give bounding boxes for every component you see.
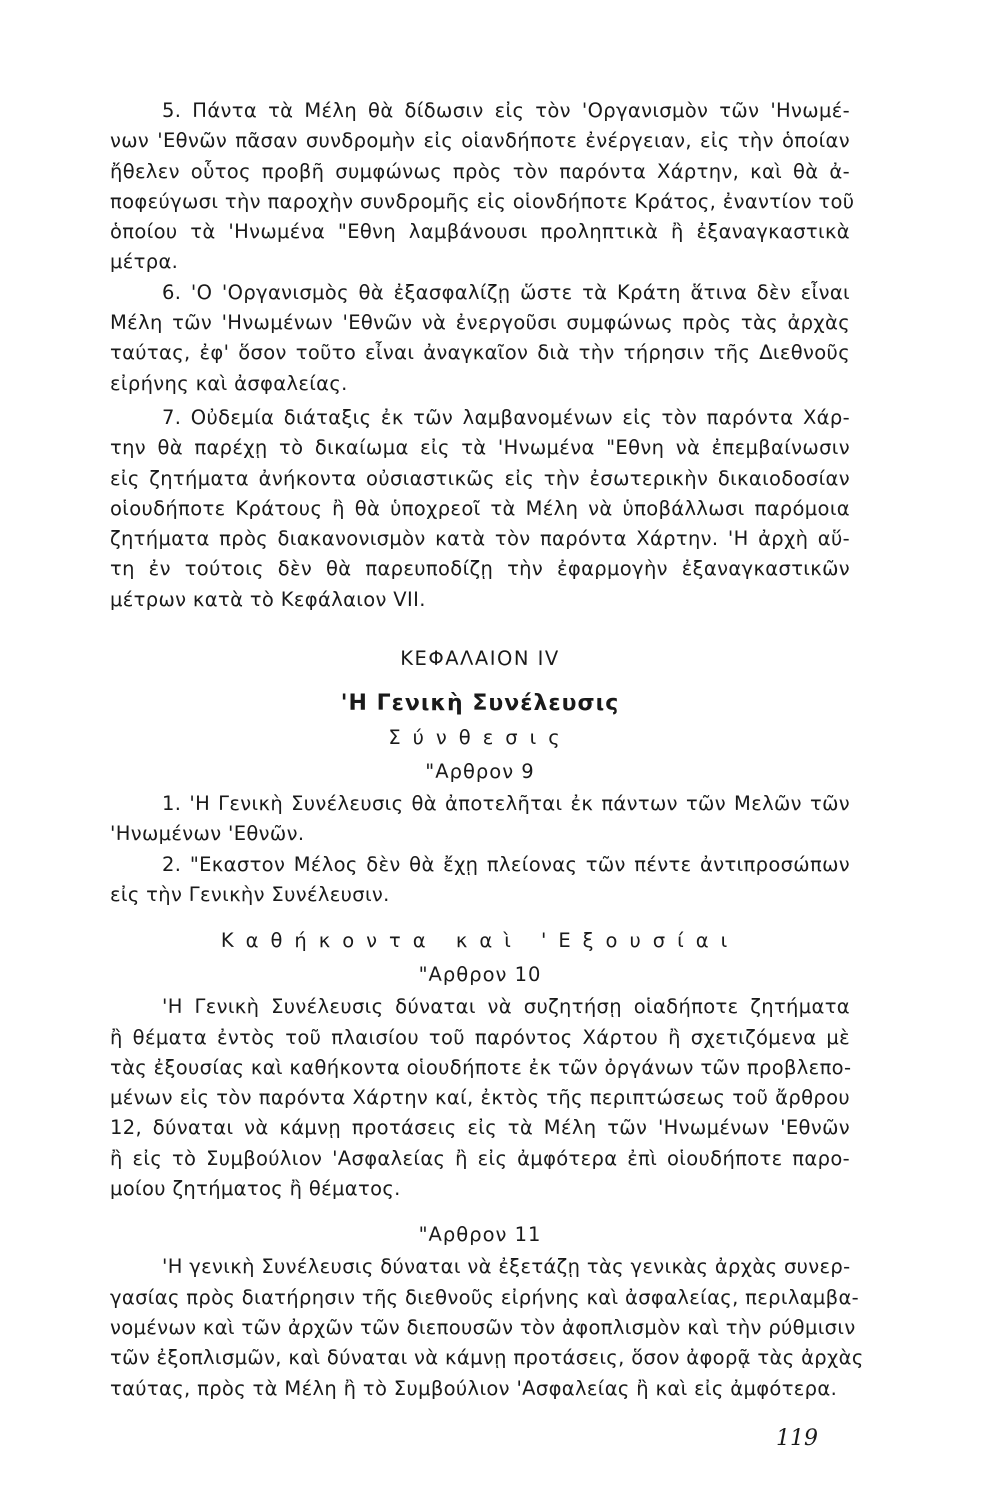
text-line: 6. 'Ο 'Οργανισμὸς θὰ ἐξασφαλίζῃ ὥστε τὰ Κράτη ἅτινα δὲν εἶναι (162, 280, 850, 304)
text-line: μένων εἰς τὸν παρόντα Χάρτην καί, ἐκτὸς τῆς περιπτώσεως τοῦ ἄρθρου (110, 1086, 850, 1110)
text-line: εἰς τὴν Γενικὴν Συνέλευσιν. (110, 882, 390, 906)
paragraph-5 (110, 96, 855, 278)
text-line: Μέλη τῶν 'Ηνωμένων 'Εθνῶν νὰ ἐνεργοῦσι συμφώνως πρὸς τὰς ἀρχὰς (110, 311, 850, 335)
article-11-heading: "Αρθρον 11 (418, 1223, 542, 1247)
page-body (110, 96, 864, 1404)
text-line: μέτρα. (110, 250, 179, 274)
text-line: ἤθελεν οὗτος προβῆ συμφώνως πρὸς τὸν παρόντα Χάρτην, καὶ θὰ ἀ- (110, 159, 850, 183)
text-line: 1. 'Η Γενικὴ Συνέλευσις θὰ ἀποτελῆται ἐκ πάντων τῶν Μελῶν τῶν (162, 792, 850, 816)
paragraph-7 (110, 403, 850, 615)
text-line: νομένων καὶ τῶν ἀρχῶν τῶν διεπουσῶν τὸν ἀφοπλισμὸν καὶ τὴν ρύθμισιν (110, 1315, 856, 1339)
text-line: 2. "Εκαστον Μέλος δὲν θὰ ἔχῃ πλείονας τῶν πέντε ἀντιπροσώπων (162, 852, 850, 876)
article-10-heading: "Αρθρον 10 (418, 963, 542, 987)
text-line: 'Ηνωμένων 'Εθνῶν. (110, 822, 305, 846)
text-line: εἰρήνης καὶ ἀσφαλείας. (110, 371, 348, 395)
text-line: ἢ εἰς τὸ Συμβούλιον 'Ασφαλείας ἢ εἰς ἀμφότερα ἐπὶ οἱουδήποτε παρο- (110, 1146, 850, 1170)
article-10-text (110, 992, 850, 1204)
text-line: 12, δύναται νὰ κάμνῃ προτάσεις εἰς τὰ Μέλη τῶν 'Ηνωμένων 'Εθνῶν (110, 1116, 850, 1140)
chapter-heading: ΚΕΦΑΛΑΙΟΝ IV (400, 647, 560, 671)
text-line: οἱουδήποτε Κράτους ἢ θὰ ὑποχρεοῖ τὰ Μέλη νὰ ὑποβάλλωσι παρόμοια (110, 496, 850, 520)
page-number: 119 (776, 1426, 818, 1451)
article-9-paragraph-2 (110, 850, 850, 911)
text-line: ζητήματα πρὸς διακανονισμὸν κατὰ τὸν παρόντα Χάρτην. 'Η ἀρχὴ αὕ- (110, 527, 850, 551)
article-9-heading: "Αρθρον 9 (425, 760, 535, 784)
text-line: ἢ θέματα ἐντὸς τοῦ πλαισίου τοῦ παρόντος Χάρτου ἢ σχετιζόμενα μὲ (110, 1025, 850, 1049)
text-line: ταύτας, ἐφ' ὅσον τοῦτο εἶναι ἀναγκαῖον διὰ τὴν τήρησιν τῆς Διεθνοῦς (110, 341, 850, 365)
text-line: ὁποίου τὰ 'Ηνωμένα "Εθνη λαμβάνουσι προληπτικὰ ἢ ἐξαναγκαστικὰ (110, 220, 850, 244)
text-line: νων 'Εθνῶν πᾶσαν συνδρομὴν εἰς οἱανδήποτε ἐνέργειαν, εἰς τὴν ὁποίαν (110, 129, 850, 153)
text-line: μοίου ζητήματος ἢ θέματος. (110, 1177, 401, 1201)
text-line: 'Η γενικὴ Συνέλευσις δύναται νὰ ἐξετάζῃ τὰς γενικὰς ἀρχὰς συνερ- (162, 1255, 851, 1279)
text-line: τὰς ἐξουσίας καὶ καθήκοντα οἱουδήποτε ἐκ τῶν ὀργάνων τῶν προβλεπο- (110, 1055, 852, 1079)
text-line: τῶν ἐξοπλισμῶν, καὶ δύναται νὰ κάμνῃ προτάσεις, ὅσον ἀφορᾷ τὰς ἀρχὰς (110, 1346, 864, 1370)
text-line: ποφεύγωσι τὴν παροχὴν συνδρομῆς εἰς οἱονδήποτε Κράτος, ἐναντίον τοῦ (110, 189, 855, 213)
section-heading-composition: Σύνθεσις (388, 726, 572, 750)
text-line: 5. Πάντα τὰ Μέλη θὰ δίδωσιν εἰς τὸν 'Οργανισμὸν τῶν 'Ηνωμέ- (162, 99, 850, 122)
text-line: την θὰ παρέχῃ τὸ δικαίωμα εἰς τὰ 'Ηνωμένα "Εθνη νὰ ἐπεμβαίνωσιν (110, 436, 850, 460)
text-line: μέτρων κατὰ τὸ Κεφάλαιον VII. (110, 587, 426, 611)
text-line: εἰς ζητήματα ἀνήκοντα οὐσιαστικῶς εἰς τὴν ἐσωτερικὴν δικαιοδοσίαν (110, 466, 850, 490)
section-heading-functions-powers: Καθήκοντα καὶ 'Εξουσίαι (220, 929, 740, 953)
text-line: 'Η Γενικὴ Συνέλευσις δύναται νὰ συζητήσῃ οἱαδήποτε ζητήματα (162, 995, 850, 1019)
paragraph-6 (110, 278, 850, 399)
text-line: γασίας πρὸς διατήρησιν τῆς διεθνοῦς εἰρήνης καὶ ἀσφαλείας, περιλαμβα- (110, 1285, 860, 1309)
text-line: ταύτας, πρὸς τὰ Μέλη ἢ τὸ Συμβούλιον 'Ασφαλείας ἢ καὶ εἰς ἀμφότερα. (110, 1376, 838, 1400)
chapter-title: 'Η Γενικὴ Συνέλευσις (340, 691, 620, 717)
article-11-text (110, 1252, 864, 1403)
article-9-paragraph-1 (110, 789, 850, 850)
text-line: 7. Οὐδεμία διάταξις ἐκ τῶν λαμβανομένων εἰς τὸν παρόντα Χάρ- (162, 405, 850, 429)
text-line: τη ἐν τούτοις δὲν θὰ παρευποδίζῃ τὴν ἐφαρμογὴν ἐξαναγκαστικῶν (110, 557, 850, 581)
